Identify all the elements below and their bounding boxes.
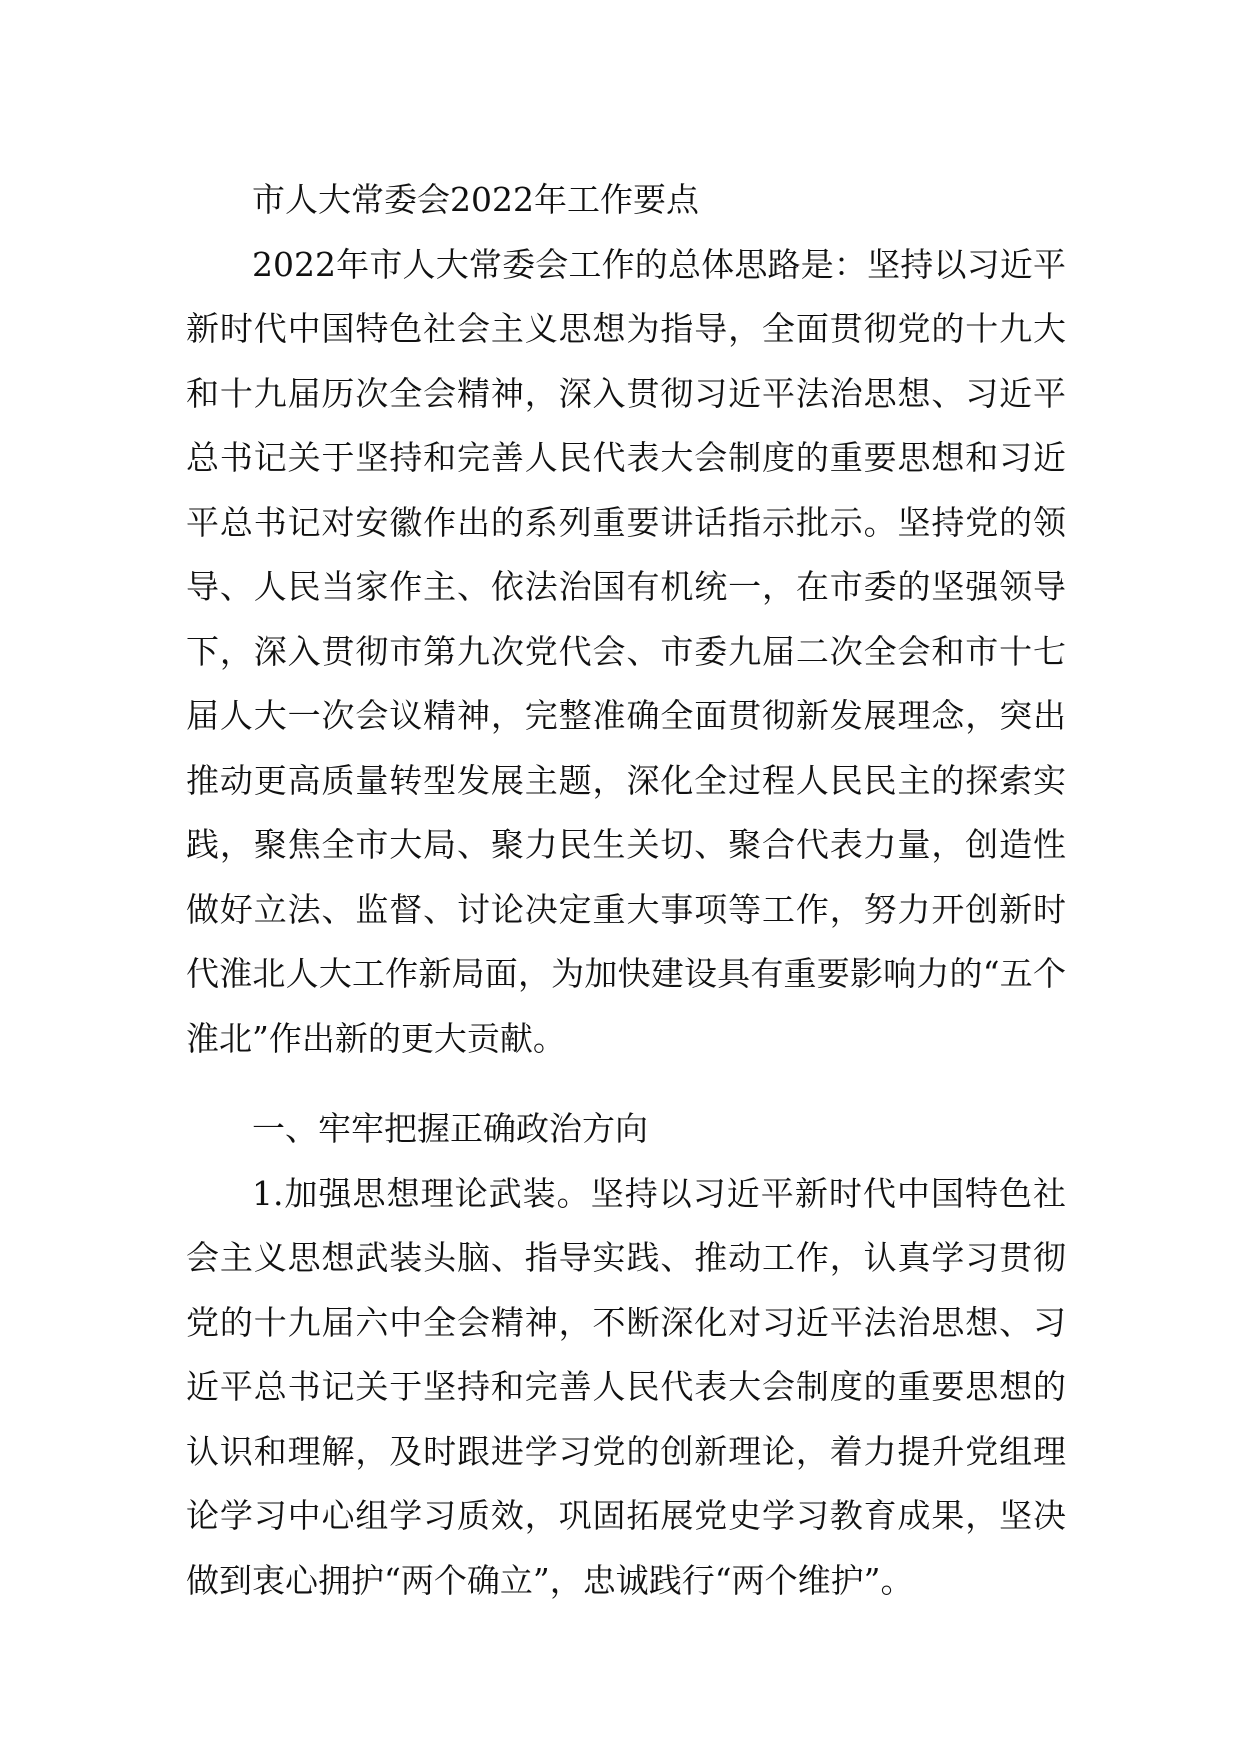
item-paragraph: 1.加强思想理论武装。坚持以习近平新时代中国特色社会主义思想武装头脑、指导实践、推动工作，认真学习贯彻党的十九届六中全会精神，不断深化对习近平法治思想、习近平总书记关于坚持和完善人民代表大会制度的重要思想的认识和理解，及时跟进学习党的创新理论，着力提升党组理论学习中心组学习质效，巩固拓展党史学习教育成果，坚决做到衷心拥护“两个确立”，忠诚践行“两个维护”。 [186, 1173, 1066, 1600]
intro-paragraph: 2022年市人大常委会工作的总体思路是：坚持以习近平新时代中国特色社会主义思想为指导，全面贯彻党的十九大和十九届历次全会精神，深入贯彻习近平法治思想、习近平总书记关于坚持和完善人民代表大会制度的重要思想和习近平总书记对安徽作出的系列重要讲话指示批示。坚持党的领导、人民当家作主、依法治国有机统一，在市委的坚强领导下，深入贯彻市第九次党代会、市委九届二次全会和市十七届人大一次会议精神，完整准确全面贯彻新发展理念，突出推动更高质量转型发展主题，深化全过程人民民主的探索实践，聚焦全市大局、聚力民生关切、聚合代表力量，创造性做好立法、监督、讨论决定重大事项等工作，努力开创新时代淮北人大工作新局面，为加快建设具有重要影响力的“五个淮北”作出新的更大贡献。 [186, 244, 1066, 1058]
document-title: 市人大常委会2022年工作要点 [252, 180, 699, 219]
document-body [186, 168, 1066, 1613]
section-heading: 一、牢牢把握正确政治方向 [252, 1109, 648, 1148]
